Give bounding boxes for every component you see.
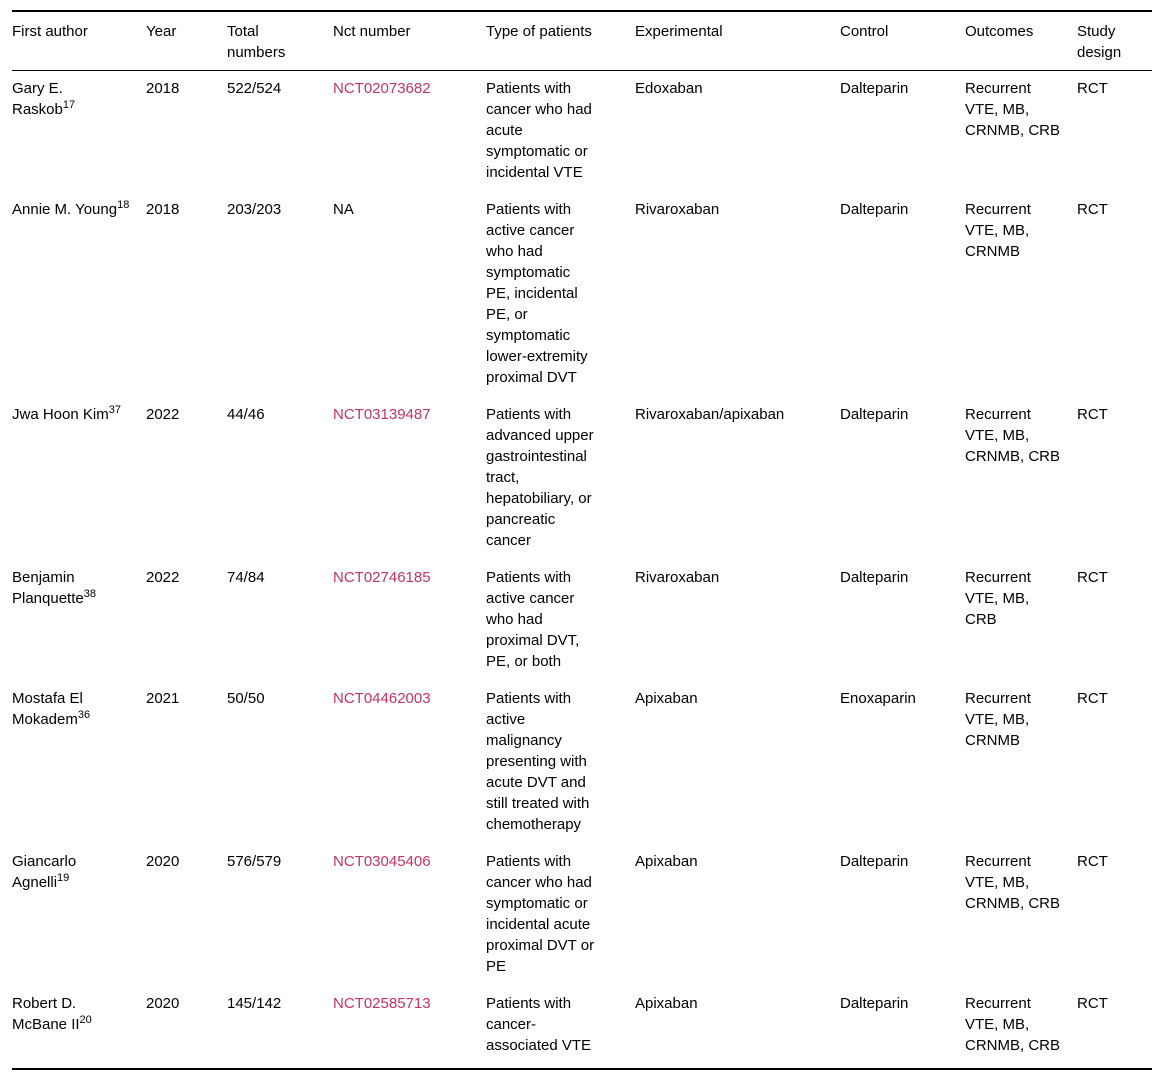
experimental-drug: Rivaroxaban/apixaban (635, 406, 785, 423)
cell-outcomes (965, 681, 1077, 844)
table-row (12, 560, 1152, 681)
table-body (12, 71, 1152, 1070)
cell-first-author (12, 397, 146, 560)
header-row (12, 11, 1152, 71)
cell-nct-number (333, 986, 486, 1069)
col-header-type-of-patients (486, 11, 635, 71)
cell-outcomes (965, 986, 1077, 1069)
cell-control (840, 560, 965, 681)
col-header-label: First author (12, 23, 88, 40)
table-row (12, 844, 1152, 986)
year-value: 2021 (146, 690, 180, 707)
total-numbers-value: 44/46 (227, 406, 265, 423)
col-header-label: Experimental (635, 23, 723, 40)
col-header-label: Total numbers (227, 23, 286, 61)
cell-control (840, 71, 965, 193)
cell-total-numbers (227, 397, 333, 560)
type-of-patients-text: Patients with active cancer who had symptomatic PE, incidental PE, or symptomatic lower-extremity proximal DVT (486, 201, 588, 386)
table-row (12, 986, 1152, 1069)
first-author-name: Mostafa El Mokadem (12, 690, 83, 728)
type-of-patients-text: Patients with active cancer who had proximal DVT, PE, or both (486, 569, 580, 670)
experimental-drug: Edoxaban (635, 80, 703, 97)
col-header-year (146, 11, 227, 71)
cell-year (146, 681, 227, 844)
nct-number-link: NA (333, 201, 354, 218)
cell-experimental (635, 681, 840, 844)
cell-nct-number (333, 71, 486, 193)
cell-study-design (1077, 192, 1152, 397)
cell-type-of-patients (486, 192, 635, 397)
cell-year (146, 844, 227, 986)
col-header-label: Nct number (333, 23, 411, 40)
cell-experimental (635, 71, 840, 193)
col-header-label: Study design (1077, 23, 1122, 61)
study-characteristics-table (12, 10, 1152, 1070)
reference-superscript: 17 (62, 99, 76, 111)
col-header-control (840, 11, 965, 71)
cell-study-design (1077, 560, 1152, 681)
study-design-value: RCT (1077, 80, 1108, 97)
total-numbers-value: 203/203 (227, 201, 282, 218)
cell-experimental (635, 986, 840, 1069)
col-header-study-design (1077, 11, 1152, 71)
cell-type-of-patients (486, 397, 635, 560)
cell-year (146, 560, 227, 681)
outcomes-text: Recurrent VTE, MB, CRB (965, 569, 1031, 628)
reference-superscript: 20 (79, 1014, 92, 1026)
cell-outcomes (965, 192, 1077, 397)
reference-superscript: 37 (108, 404, 121, 416)
table-row (12, 192, 1152, 397)
cell-nct-number (333, 844, 486, 986)
control-drug: Dalteparin (840, 995, 909, 1012)
total-numbers-value: 145/142 (227, 995, 282, 1012)
type-of-patients-text: Patients with active malignancy presenting with acute DVT and still treated with chemotherapy (486, 690, 590, 833)
cell-first-author (12, 71, 146, 193)
cell-total-numbers (227, 986, 333, 1069)
cell-year (146, 986, 227, 1069)
cell-first-author (12, 560, 146, 681)
cell-first-author (12, 844, 146, 986)
year-value: 2022 (146, 406, 180, 423)
outcomes-text: Recurrent VTE, MB, CRNMB, CRB (965, 995, 1061, 1054)
study-design-value: RCT (1077, 569, 1108, 586)
cell-first-author (12, 192, 146, 397)
cell-total-numbers (227, 560, 333, 681)
nct-number-link[interactable]: NCT03045406 (333, 853, 431, 870)
cell-control (840, 397, 965, 560)
cell-control (840, 844, 965, 986)
total-numbers-value: 576/579 (227, 853, 282, 870)
experimental-drug: Apixaban (635, 690, 698, 707)
year-value: 2018 (146, 201, 180, 218)
first-author-name: Giancarlo Agnelli (12, 853, 77, 891)
cell-total-numbers (227, 192, 333, 397)
year-value: 2022 (146, 569, 180, 586)
control-drug: Enoxaparin (840, 690, 916, 707)
reference-superscript: 36 (77, 709, 91, 721)
cell-control (840, 681, 965, 844)
study-design-value: RCT (1077, 406, 1108, 423)
control-drug: Dalteparin (840, 201, 909, 218)
cell-study-design (1077, 986, 1152, 1069)
cell-nct-number (333, 560, 486, 681)
col-header-label: Year (146, 23, 177, 40)
type-of-patients-text: Patients with advanced upper gastrointestinal tract, hepatobiliary, or pancreatic cancer (486, 406, 594, 549)
experimental-drug: Rivaroxaban (635, 569, 720, 586)
col-header-label: Outcomes (965, 23, 1034, 40)
cell-experimental (635, 192, 840, 397)
cell-year (146, 192, 227, 397)
year-value: 2020 (146, 995, 180, 1012)
outcomes-text: Recurrent VTE, MB, CRNMB (965, 201, 1031, 260)
cell-study-design (1077, 681, 1152, 844)
experimental-drug: Apixaban (635, 995, 698, 1012)
cell-nct-number (333, 681, 486, 844)
cell-control (840, 192, 965, 397)
outcomes-text: Recurrent VTE, MB, CRNMB, CRB (965, 406, 1061, 465)
cell-first-author (12, 986, 146, 1069)
table-row (12, 397, 1152, 560)
cell-year (146, 71, 227, 193)
table-row (12, 681, 1152, 844)
type-of-patients-text: Patients with cancer-associated VTE (486, 995, 592, 1054)
cell-experimental (635, 844, 840, 986)
cell-total-numbers (227, 681, 333, 844)
cell-control (840, 986, 965, 1069)
cell-nct-number (333, 397, 486, 560)
cell-experimental (635, 397, 840, 560)
col-header-label: Control (840, 23, 889, 40)
cell-total-numbers (227, 844, 333, 986)
reference-superscript: 38 (83, 588, 96, 600)
cell-study-design (1077, 397, 1152, 560)
cell-experimental (635, 560, 840, 681)
first-author-name: Gary E. Raskob (12, 80, 63, 118)
cell-year (146, 397, 227, 560)
cell-type-of-patients (486, 560, 635, 681)
study-design-value: RCT (1077, 995, 1108, 1012)
table-header (12, 11, 1152, 71)
col-header-outcomes (965, 11, 1077, 71)
cell-type-of-patients (486, 71, 635, 193)
cell-outcomes (965, 560, 1077, 681)
nct-number-link[interactable]: NCT02585713 (333, 995, 431, 1012)
year-value: 2020 (146, 853, 180, 870)
type-of-patients-text: Patients with cancer who had acute symptomatic or incidental VTE (486, 80, 592, 181)
cell-outcomes (965, 844, 1077, 986)
study-design-value: RCT (1077, 690, 1108, 707)
col-header-first-author (12, 11, 146, 71)
table-row (12, 71, 1152, 193)
nct-number-link[interactable]: NCT04462003 (333, 690, 431, 707)
cell-first-author (12, 681, 146, 844)
nct-number-link[interactable]: NCT02746185 (333, 569, 431, 586)
nct-number-link[interactable]: NCT03139487 (333, 406, 431, 423)
cell-type-of-patients (486, 681, 635, 844)
first-author-name: Robert D. McBane II (12, 995, 80, 1033)
year-value: 2018 (146, 80, 180, 97)
control-drug: Dalteparin (840, 406, 909, 423)
reference-superscript: 19 (57, 872, 70, 884)
study-design-value: RCT (1077, 201, 1108, 218)
experimental-drug: Apixaban (635, 853, 698, 870)
nct-number-link[interactable]: NCT02073682 (333, 80, 431, 97)
cell-outcomes (965, 397, 1077, 560)
reference-superscript: 18 (117, 199, 130, 211)
col-header-experimental (635, 11, 840, 71)
cell-total-numbers (227, 71, 333, 193)
control-drug: Dalteparin (840, 853, 909, 870)
total-numbers-value: 74/84 (227, 569, 265, 586)
first-author-name: Jwa Hoon Kim (12, 406, 109, 423)
cell-nct-number (333, 192, 486, 397)
total-numbers-value: 50/50 (227, 690, 265, 707)
col-header-label: Type of patients (486, 23, 592, 40)
experimental-drug: Rivaroxaban (635, 201, 720, 218)
cell-type-of-patients (486, 844, 635, 986)
col-header-total-numbers (227, 11, 333, 71)
outcomes-text: Recurrent VTE, MB, CRNMB, CRB (965, 80, 1061, 139)
type-of-patients-text: Patients with cancer who had symptomatic or incidental acute proximal DVT or PE (486, 853, 595, 975)
outcomes-text: Recurrent VTE, MB, CRNMB, CRB (965, 853, 1061, 912)
cell-study-design (1077, 844, 1152, 986)
cell-type-of-patients (486, 986, 635, 1069)
outcomes-text: Recurrent VTE, MB, CRNMB (965, 690, 1031, 749)
control-drug: Dalteparin (840, 569, 909, 586)
total-numbers-value: 522/524 (227, 80, 282, 97)
cell-study-design (1077, 71, 1152, 193)
first-author-name: Annie M. Young (12, 201, 118, 218)
control-drug: Dalteparin (840, 80, 909, 97)
study-design-value: RCT (1077, 853, 1108, 870)
first-author-name: Benjamin Planquette (12, 569, 84, 607)
col-header-nct-number (333, 11, 486, 71)
cell-outcomes (965, 71, 1077, 193)
